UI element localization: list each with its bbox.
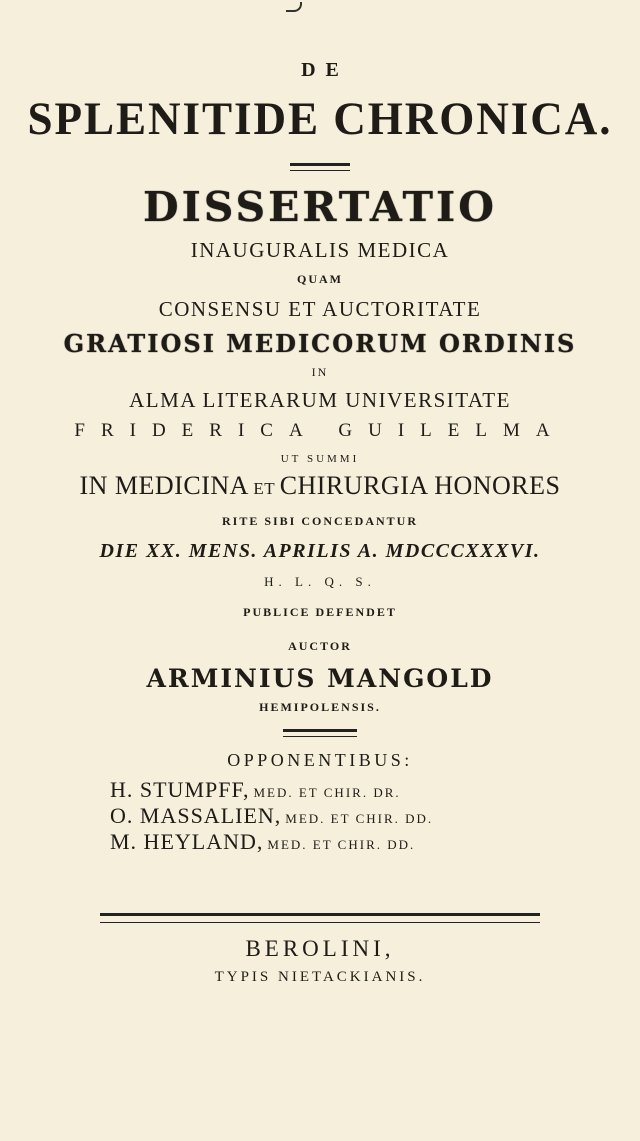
consensu-line: CONSENSU ET AUCTORITATE bbox=[158, 297, 482, 321]
faculty-line: GRATIOSI MEDICORUM ORDINIS bbox=[63, 329, 577, 358]
preposition-de: DE bbox=[301, 59, 349, 81]
university-name-line: FRIDERICA GUILELMA bbox=[74, 420, 566, 441]
opponents-list bbox=[110, 779, 530, 853]
opponent-name: M. HEYLAND, bbox=[110, 829, 264, 854]
author-name: ARMINIUS MANGOLD bbox=[146, 664, 494, 693]
hlqs-line: H. L. Q. S. bbox=[264, 574, 376, 589]
imprint-printer: TYPIS NIETACKIANIS. bbox=[214, 969, 426, 985]
ink-mark bbox=[286, 2, 302, 12]
honores-part-2: ET bbox=[253, 479, 276, 498]
auctor-line: AUCTOR bbox=[288, 639, 352, 653]
in-line: IN bbox=[311, 365, 329, 379]
university-line: ALMA LITERARUM UNIVERSITATE bbox=[129, 388, 511, 412]
ut-summi-line: UT SUMMI bbox=[280, 453, 360, 465]
opponent-item bbox=[110, 805, 530, 827]
opponent-title: MED. ET CHIR. DD. bbox=[285, 811, 434, 826]
opponentibus-heading: OPPONENTIBUS: bbox=[227, 750, 413, 770]
publice-line: PUBLICE DEFENDET bbox=[243, 605, 397, 619]
author-origin: HEMIPOLENSIS. bbox=[259, 700, 381, 714]
main-title: SPLENITIDE CHRONICA. bbox=[27, 93, 613, 145]
opponent-title: MED. ET CHIR. DD. bbox=[267, 837, 416, 852]
imprint-city: BEROLINI, bbox=[245, 936, 395, 961]
opponent-name: O. MASSALIEN, bbox=[110, 803, 282, 828]
honores-line bbox=[0, 473, 640, 499]
decorative-rule-middle bbox=[283, 729, 357, 737]
opponent-item bbox=[110, 779, 530, 801]
opponent-title: MED. ET CHIR. DR. bbox=[253, 785, 401, 800]
honores-part-1: IN MEDICINA bbox=[79, 471, 249, 500]
date-line: DIE XX. MENS. APRILIS A. MDCCCXXXVI. bbox=[99, 540, 541, 562]
decorative-rule-top bbox=[290, 163, 350, 171]
rite-line: RITE SIBI CONCEDANTUR bbox=[221, 514, 419, 528]
honores-part-3: CHIRURGIA HONORES bbox=[279, 471, 561, 500]
quam-line: QUAM bbox=[297, 272, 343, 286]
opponent-name: H. STUMPFF, bbox=[110, 777, 250, 802]
decorative-rule-bottom bbox=[100, 913, 540, 923]
dissertatio-heading: DISSERTATIO bbox=[143, 183, 497, 231]
opponent-item bbox=[110, 831, 530, 853]
inauguralis-line: INAUGURALIS MEDICA bbox=[190, 238, 450, 262]
